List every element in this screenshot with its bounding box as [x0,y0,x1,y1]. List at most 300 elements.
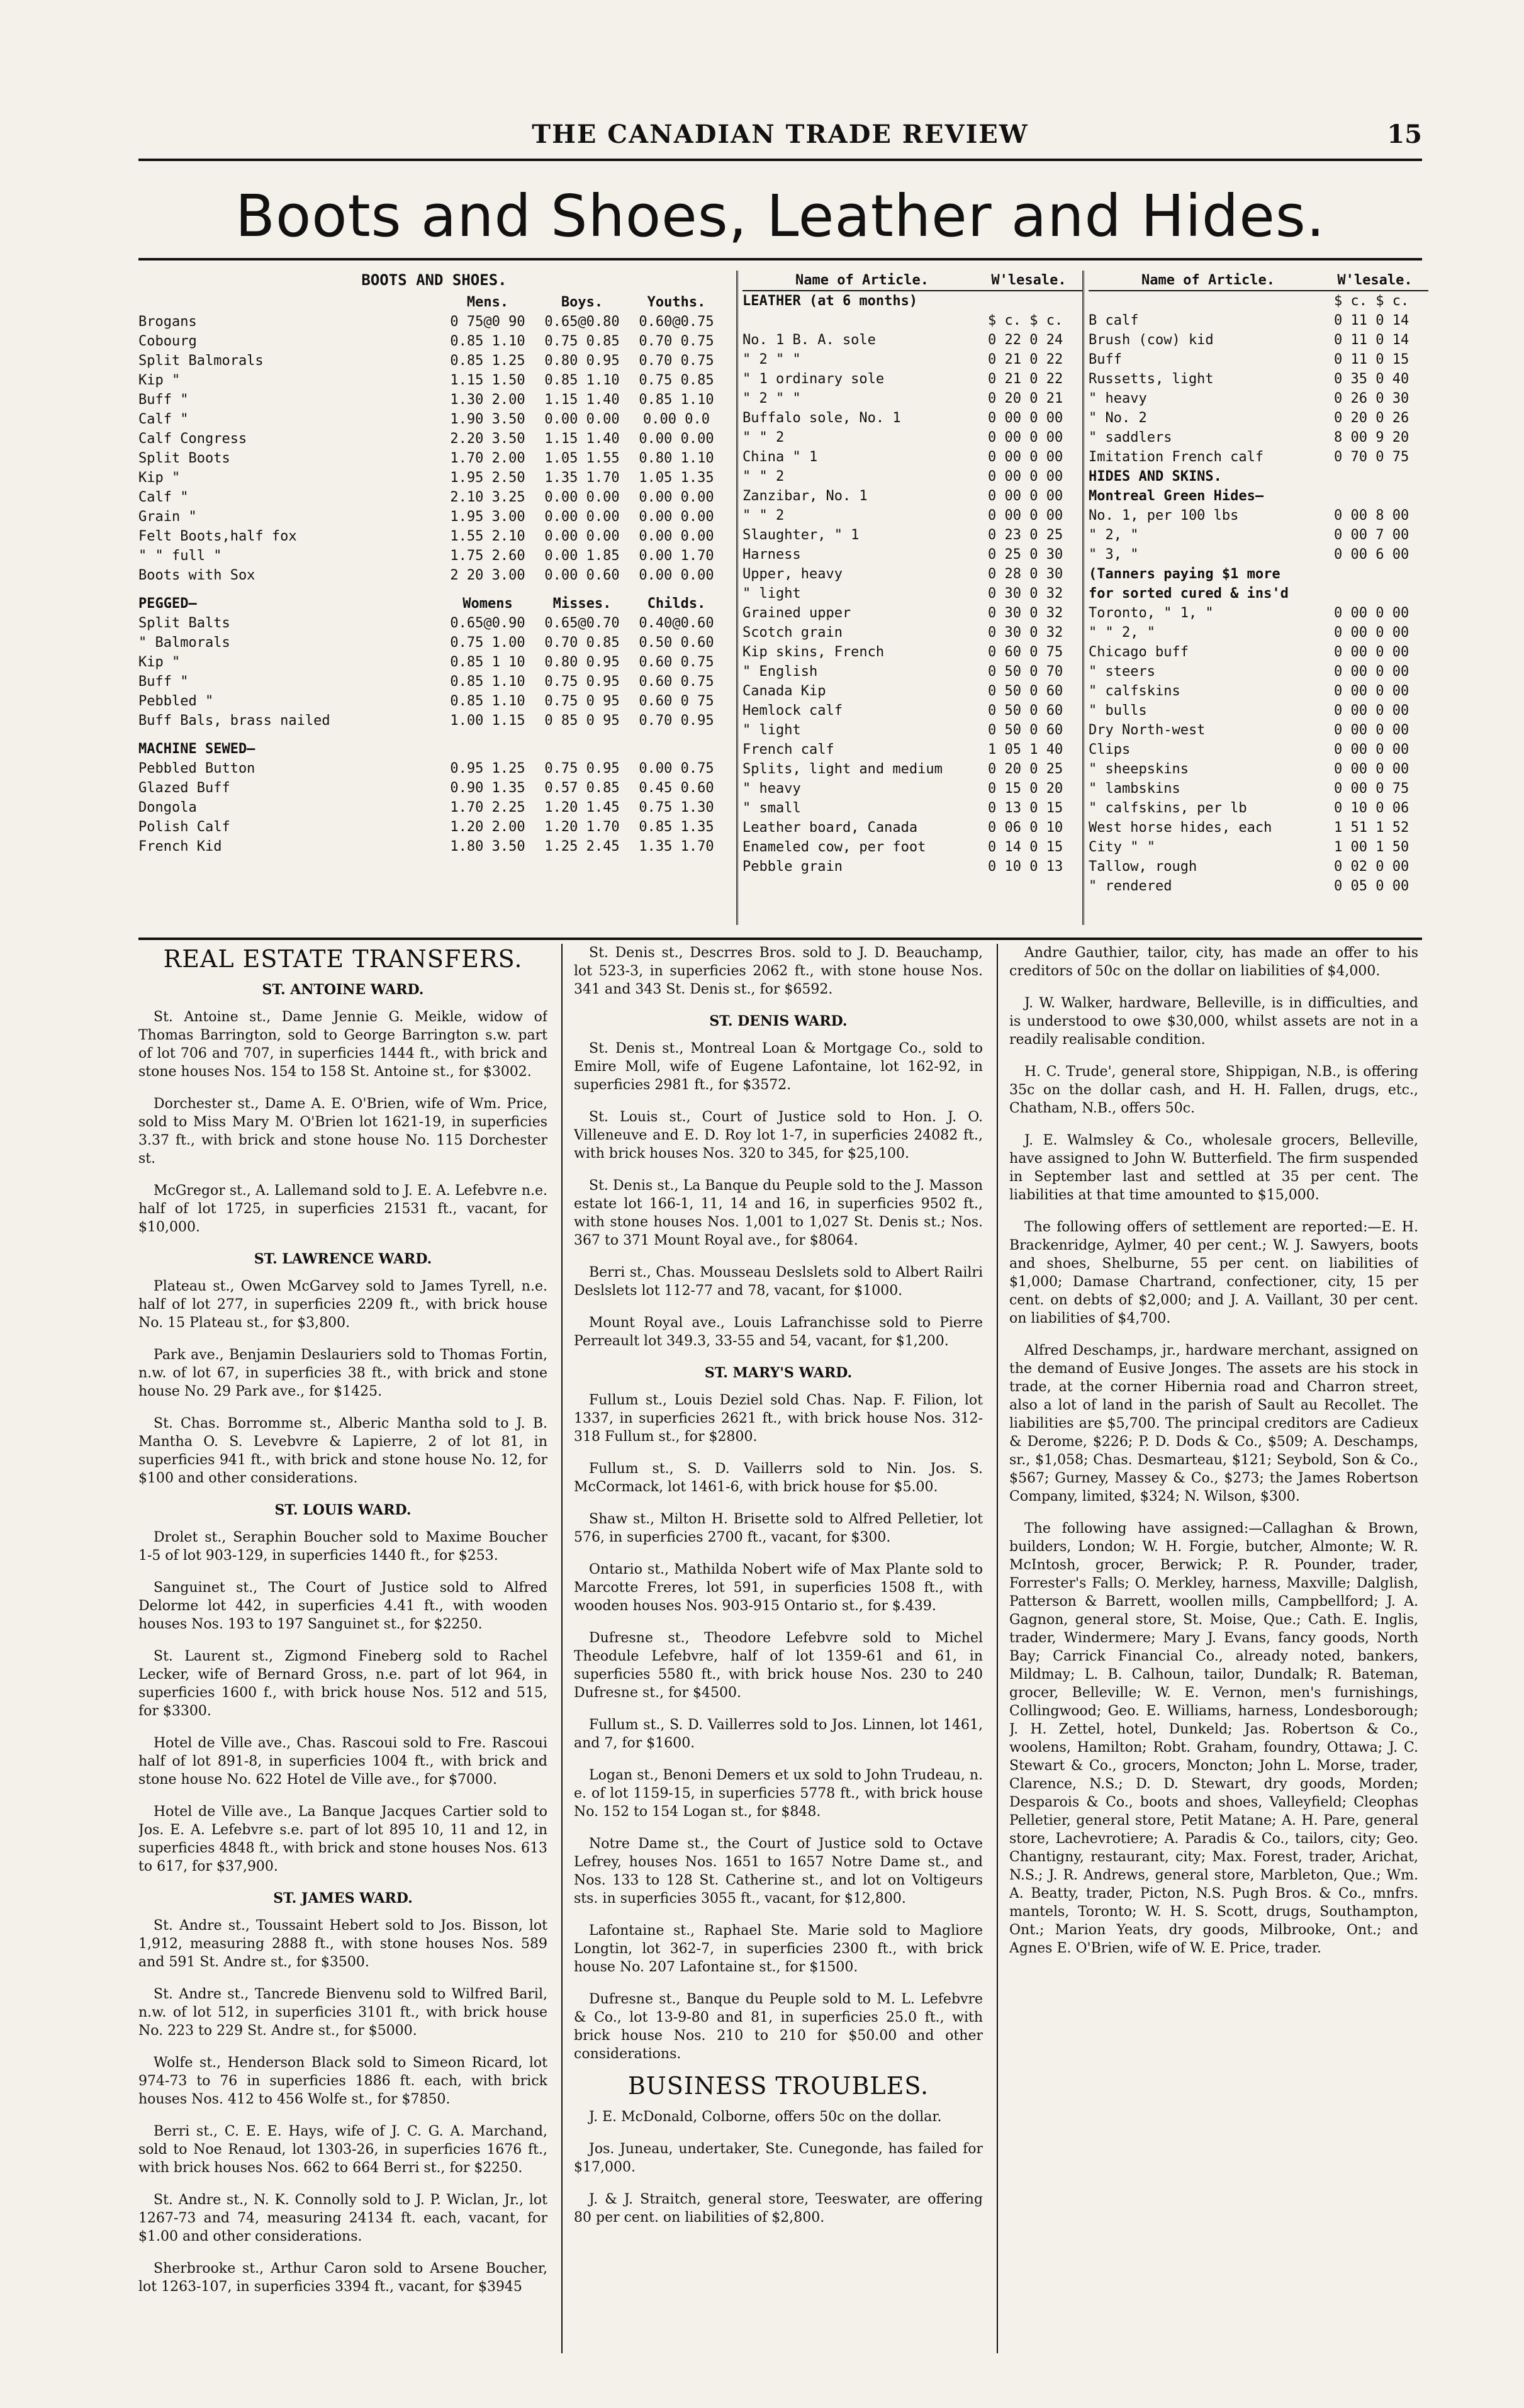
hides-row [1089,506,1428,525]
item-name: Calf Congress [138,431,247,447]
boots-caption: BOOTS AND SHOES. [361,271,507,289]
price-cell: 0.75 1.30 [639,800,714,815]
item-name: " rendered [1089,878,1172,894]
price-cell: 0 25 0 30 [988,547,1063,563]
column-troubles-continued [1009,944,1418,2353]
tables-bottom-rule [138,938,1422,940]
transfer-item: Fullum st., S. D. Vaillerrs sold to Nin. Jos. S. McCormack, lot 1461-6, with brick house for $5.00. [574,1461,983,1495]
item-name: Split Balts [138,615,230,631]
item-name: Pebble grain [742,859,843,875]
leather-row [742,525,1082,545]
price-cell: 0.00 0.00 [544,490,620,505]
transfer-item: Dufresne st., Theodore Lefebvre sold to Michel Theodule Lefebvre, half of lot 1359-61 and 61, in superficies 5580 ft., with brick house Nos. 230 to 240 Dufresne st., for $4500. [574,1630,983,1701]
item-name: " 2 " " [742,352,801,367]
price-cell: 1.35 1.70 [639,839,714,854]
hides-row [1089,389,1428,408]
transfer-item: Wolfe st., Henderson Black sold to Simeon Ricard, lot 974-73 to 76 in superficies 1886 ft. each, with brick houses Nos. 412 to 456 Wolfe st., for $7850. [138,2055,547,2107]
item-name: Glazed Buff [138,780,230,796]
price-cell: 0.00 1.70 [639,548,714,564]
ward-heading: ST. JAMES WARD. [273,1890,413,1907]
hides-row [1089,350,1428,369]
item-name: Harness [742,547,801,563]
hides-header [1089,271,1428,291]
item-name: Clips [1089,742,1131,758]
price-cell: 1.95 3.00 [450,509,525,525]
transfer-item: St. Louis st., Court of Justice sold to Hon. J. O. Villeneuve and E. D. Roy lot 1-7, in superficies 24082 ft., with brick houses Nos. 320 to 345, for $25,100. [574,1109,983,1162]
item-name: Imitation French calf [1089,449,1264,465]
item-name: " English [742,664,818,680]
transfer-item: Fullum st., S. D. Vaillerres sold to Jos. Linnen, lot 1461, and 7, for $1600. [574,1717,983,1751]
item-name: " " 2 [742,469,785,484]
leather-row [742,818,1082,837]
hides-row [1089,486,1428,506]
price-cell: 0.75 0.85 [639,372,714,388]
price-cell: 0.00 0.00 [544,412,620,427]
leather-row [742,584,1082,603]
leather-row [742,311,1082,330]
item-name: " 3, " [1089,547,1139,563]
hides-row [1089,428,1428,447]
item-name: Chicago buff [1089,644,1189,660]
item-name: Toronto, " 1, " [1089,605,1214,621]
item-name: " " 2, " [1089,625,1155,641]
ward-heading: ST. ANTOINE WARD. [262,982,424,998]
transfer-item: Sherbrooke st., Arthur Caron sold to Arsene Boucher, lot 1263-107, in superficies 3394 ft., vacant, for $3945 [138,2261,547,2295]
transfer-item: Dorchester st., Dame A. E. O'Brien, wife of Wm. Price, sold to Miss Mary M. O'Brien lot 1621-19, in superficies 3.37 ft., with brick and stone house No. 115 Dorchester st. [138,1096,547,1167]
leather-row [742,837,1082,857]
price-cell: 0.00 0.00 [639,568,714,583]
price-cell: 0.65@0.70 [544,615,620,631]
price-cell: 0.00 0.75 [639,761,714,776]
trouble-item: J. W. Walker, hardware, Belleville, is in difficulties, and is understood to owe $30,000, whilst assets are not in a readily realisable condition. [1009,995,1418,1048]
price-cell: 0.00 0.00 [639,509,714,525]
price-cell: 0 50 0 60 [988,703,1063,719]
item-name: French Kid [138,839,222,854]
pegged-header-row [138,594,730,613]
machine-header-row [138,739,730,759]
hides-row [1089,408,1428,428]
price-cell: 0 50 0 60 [988,683,1063,699]
price-cell: 1.80 3.50 [450,839,525,854]
item-name: for sorted cured & ins'd [1089,586,1289,602]
item-name: " 2 " " [742,391,801,406]
price-cell: 1.90 3.50 [450,412,525,427]
item-name: B calf [1089,313,1139,328]
leather-row [742,545,1082,564]
boots-row [138,566,730,585]
price-cell: 0.85 1.10 [544,372,620,388]
price-cell: 0 13 0 15 [988,800,1063,816]
transfer-item: St. Antoine st., Dame Jennie G. Meikle, widow of Thomas Barrington, sold to George Barrington s.w. part of lot 706 and 707, in superficies 1444 ft., with brick and stone houses Nos. 154 to 158 St. Antoine st., for $3002. [138,1009,547,1080]
transfer-item: Lafontaine st., Raphael Ste. Marie sold to Magliore Longtin, lot 362-7, in superficies 2300 ft., with brick house No. 207 Lafontaine st., for $1500. [574,1923,983,1975]
price-cell: 0 50 0 60 [988,722,1063,738]
item-name [742,311,982,330]
price-cell: 0.90 1.35 [450,780,525,796]
item-name: (Tanners paying $1 more [1089,566,1280,582]
boots-row [138,410,730,429]
price-cell: 0.00 0.00 [639,431,714,447]
price-cell: 1 51 1 52 [1334,820,1409,836]
transfer-item: Shaw st., Milton H. Brisette sold to Alfred Pelletier, lot 576, in superficies 2700 ft., vacant, for $300. [574,1511,983,1545]
price-cell: 0 10 0 06 [1334,800,1409,816]
running-head [138,120,1422,157]
price-cell: 0.00 0.60 [544,568,620,583]
hides-row [1089,876,1428,896]
hides-row [1089,818,1428,837]
transfer-item: St. Andre st., Tancrede Bienvenu sold to Wilfred Baril, n.w. of lot 512, in superficies 3101 ft., with brick house No. 223 to 229 St. Andre st., for $5000. [138,1986,547,2039]
item-name: China " 1 [742,449,818,465]
leather-row [742,389,1082,408]
trouble-item: The following offers of settlement are reported:—E. H. Brackenridge, Aylmer, 40 per cent.; W. J. Sawyers, boots and shoes, Shelburne, 55 per cent. on liabilities of $1,000; Damase Chartrand, confectioner, city, 15 per cent. on debts of $2,000; and J. A. Vaillant, 30 per cent. on liabilities of $4,700. [1009,1219,1418,1326]
price-cell: $ c. $ c. [1334,293,1409,309]
item-name: " light [742,722,801,738]
price-cell: 0.70 0.75 [639,333,714,349]
name-col-header: Name of Article. [795,272,929,288]
hides-row [1089,369,1428,389]
hides-row [1089,545,1428,564]
machine-row [138,798,730,817]
transfer-item: Hotel de Ville ave., Chas. Rascoui sold to Fre. Rascoui half of lot 891-8, in superficies 1004 ft., with brick and stone house No. 622 Hotel de Ville ave., for $7000. [138,1735,547,1788]
price-cell: 0 21 0 22 [988,352,1063,367]
price-cell: 0 15 0 20 [988,781,1063,797]
trouble-item: H. C. Trude', general store, Shippigan, N.B., is offering 35c on the dollar cash, and H. H. Fallen, drugs, etc., Chatham, N.B., offers 50c. [1009,1064,1418,1116]
item-name: " calfskins, per lb [1089,800,1247,816]
transfer-item: Fullum st., Louis Deziel sold Chas. Nap. F. Filion, lot 1337, in superficies 2621 ft., with brick house Nos. 312-318 Fullum st., for $2800. [574,1392,983,1445]
pegged-row [138,652,730,672]
price-cell: 0.85 1.10 [450,693,525,709]
price-cell: 0 20 0 21 [988,391,1063,406]
price-cell: 1.20 2.00 [450,819,525,835]
price-cell: 0 22 0 24 [988,332,1063,348]
item-name: Brogans [138,314,197,330]
leather-row [742,740,1082,759]
item-name: " lambskins [1089,781,1180,797]
price-cell: 0 00 0 75 [1334,781,1409,797]
price-cell: 0.00 0.0 [643,412,710,427]
price-cell: 0 30 0 32 [988,625,1063,641]
price-cell: 0 23 0 25 [988,527,1063,543]
item-name: West horse hides, each [1089,820,1272,836]
price-cell: 2.10 3.25 [450,490,525,505]
item-name: Kip " [138,372,181,388]
leather-row [742,662,1082,681]
hides-row [1089,857,1428,876]
item-name: Dry North-west [1089,722,1206,738]
price-cell: 0 00 0 00 [988,488,1063,504]
price-cell: 1.05 1.35 [639,470,714,486]
price-cell: 0 00 0 00 [988,430,1063,445]
real-estate-heading: REAL ESTATE TRANSFERS. [163,945,523,973]
boots-row [138,468,730,488]
item-name: Kip " [138,654,181,670]
hides-row [1089,681,1428,701]
leather-table [742,271,1082,876]
leather-row [742,447,1082,467]
boots-row [138,312,730,332]
boots-row [138,488,730,507]
top-rule [138,159,1422,161]
price-cell: 1.55 2.10 [450,529,525,544]
price-cell: 0 00 0 00 [1334,683,1409,699]
price-cell: 1 05 1 40 [988,742,1063,758]
trouble-item: Andre Gauthier, tailor, city, has made an offer to his creditors of 50c on the dollar on liabilities of $4,000. [1009,945,1418,979]
leather-row [742,779,1082,798]
pegged-row [138,692,730,711]
price-cell: 0.85 1.10 [450,674,525,690]
item-name: Calf " [138,490,189,505]
leather-row [742,720,1082,740]
transfer-item: Park ave., Benjamin Deslauriers sold to Thomas Fortin, n.w. of lot 67, in superficies 38 ft., with brick and stone house No. 29 Park ave., for $1425. [138,1347,547,1399]
price-cell: 1.05 1.55 [544,451,620,466]
pegged-row [138,672,730,692]
price-cell: 0.85 1.25 [450,353,525,369]
transfer-item: Ontario st., Mathilda Nobert wife of Max Plante sold to Marcotte Freres, lot 591, in superficies 1508 ft., with wooden houses Nos. 903-915 Ontario st., for $.439. [574,1562,983,1614]
column-rule [997,944,998,2353]
price-cell: 0 00 7 00 [1334,527,1409,543]
item-name: Dongola [138,800,197,815]
hides-row [1089,701,1428,720]
transfer-item: St. Andre st., N. K. Connolly sold to J. P. Wiclan, Jr., lot 1267-73 and 74, measuring 24134 ft. each, vacant, for $1.00 and other considerations. [138,2192,547,2244]
hides-row [1089,564,1428,584]
item-name: Hemlock calf [742,703,843,719]
hides-row [1089,837,1428,857]
boots-row [138,546,730,566]
price-cell: 0.75 0.85 [544,333,620,349]
price-cell: 0 00 0 00 [988,508,1063,524]
price-cell: 0.00 0.00 [639,529,714,544]
pegged-label: PEGGED— [138,596,197,612]
price-cell: 0.85 1.10 [639,392,714,408]
price-cell: 0.75 0.95 [544,674,620,690]
item-name: Buff " [138,392,189,408]
price-cell: 0.80 0.95 [544,353,620,369]
trouble-item: Alfred Deschamps, jr., hardware merchant, assigned on the demand of Eusive Jonges. The assets are his stock in trade, at the corner Hibernia road and Charron street, also a lot of land in the parish of Sault au Recollet. The liabilities are $5,700. The principal creditors are Cadieux & Derome, $226; P. D. Dods & Co., $509; A. Deschamps, sr., $1,058; Chas. Desmarteau, $121; Seybold, Son & Co., $567; Gurney, Massey & Co., $273; the James Robertson Company, limited, $324; N. Wilson, $300. [1009,1343,1418,1504]
item-name: Cobourg [138,333,197,349]
item-name: Enameled cow, per foot [742,839,926,855]
leather-row [742,369,1082,389]
price-cell: 0.00 0.00 [544,529,620,544]
machine-row [138,778,730,798]
item-name: " small [742,800,801,816]
price-cell: 0 02 0 00 [1334,859,1409,875]
transfer-item: St. Chas. Borromme st., Alberic Mantha sold to J. B. Mantha O. S. Levebvre & Lapierre, 2 of lot 81, in superficies 941 ft., with brick and stone house No. 12, for $100 and other considerations. [138,1416,547,1486]
price-cell: 0.85 1.35 [639,819,714,835]
leather-row [742,467,1082,486]
price-cell: 0 00 0 00 [1334,625,1409,641]
item-name: Split Balmorals [138,353,264,369]
publication-title: THE CANADIAN TRADE REVIEW [532,120,1029,149]
leather-row [742,759,1082,779]
hides-row [1089,798,1428,818]
price-cell: 8 00 9 20 [1334,430,1409,445]
leather-row [742,408,1082,428]
item-name: Upper, heavy [742,566,843,582]
hides-row [1089,330,1428,350]
col-header: Youths. [647,294,706,310]
item-name: LEATHER (at 6 months) [742,293,918,309]
price-cell [1328,486,1428,506]
item-name: Buff Bals, brass nailed [138,713,330,729]
hides-row [1089,584,1428,603]
item-name: " sheepskins [1089,761,1189,777]
leather-row [742,642,1082,662]
leather-header [742,271,1082,291]
price-cell: 0 00 0 00 [1334,644,1409,660]
price-cell: 1.15 1.50 [450,372,525,388]
trouble-item: J. & J. Straitch, general store, Teeswater, are offering 80 per cent. on liabilities of $2,800. [574,2192,983,2226]
leather-row [742,701,1082,720]
price-cell: 1.35 1.70 [544,470,620,486]
col-header: Boys. [561,294,603,310]
item-name: Buff " [138,674,189,690]
business-troubles-heading: BUSINESS TROUBLES. [627,2072,929,2100]
price-cell: 0 00 0 00 [988,469,1063,484]
transfer-item: McGregor st., A. Lallemand sold to J. E. A. Lefebvre n.e. half of lot 1725, in superficies 21531 ft., vacant, for $10,000. [138,1183,547,1235]
item-name: " Balmorals [138,635,230,651]
item-name: No. 1 B. A. sole [742,332,876,348]
transfer-item: Notre Dame st., the Court of Justice sold to Octave Lefrey, houses Nos. 1651 to 1657 Notre Dame st., and Nos. 133 to 128 St. Catherine st., and lot on Voltigeurs sts. in superficies 3055 ft., vacant, for $12,800. [574,1836,983,1907]
hides-row [1089,603,1428,623]
price-cell: 0.00 1.85 [544,548,620,564]
price-cell [1328,467,1428,486]
column-rule [561,944,563,2353]
hides-row [1089,623,1428,642]
item-name: Slaughter, " 1 [742,527,860,543]
hides-row [1089,291,1428,311]
leather-row [742,623,1082,642]
price-cell: 0.00 0.00 [544,509,620,525]
machine-row [138,837,730,856]
price-cell: 0 10 0 13 [988,859,1063,875]
text-columns [138,944,1422,2360]
item-name: Russetts, light [1089,371,1214,387]
price-cell: 0 00 0 00 [988,449,1063,465]
item-name: Calf " [138,412,189,427]
price-cell: 1.30 2.00 [450,392,525,408]
hides-row [1089,662,1428,681]
price-cell: 0 11 0 15 [1334,352,1409,367]
item-name: Tallow, rough [1089,859,1197,875]
price-cell [1328,584,1428,603]
trouble-item: Jos. Juneau, undertaker, Ste. Cunegonde, has failed for $17,000. [574,2141,983,2175]
transfer-item: St. Denis st., Descrres Bros. sold to J. D. Beauchamp, lot 523-3, in superficies 2062 ft., with stone house Nos. 341 and 343 St. Denis st., for $6592. [574,945,983,997]
item-name: " " full " [138,548,222,564]
price-cell: 0 06 0 10 [988,820,1063,836]
price-cell: 0.65@0.90 [450,615,525,631]
price-cell: 0 00 0 00 [1334,722,1409,738]
price-cell: 1.70 2.25 [450,800,525,815]
price-cell: 0 85 0 95 [544,713,620,729]
item-name: " saddlers [1089,430,1172,445]
item-name: Buff [1089,352,1122,367]
price-cell [982,291,1082,311]
item-name: Polish Calf [138,819,230,835]
hides-row [1089,779,1428,798]
price-cell: 0 00 8 00 [1334,508,1409,524]
transfer-item: Sanguinet st., The Court of Justice sold to Alfred Delorme lot 442, in superficies 4.41 ft., with wooden houses Nos. 193 to 197 Sanguinet st., for $2250. [138,1580,547,1632]
boots-row [138,449,730,468]
hides-row [1089,311,1428,330]
machine-row [138,759,730,778]
col-header: Childs. [647,596,706,612]
item-name [1089,291,1328,311]
price-cell: 0.50 0.60 [639,635,714,651]
table-divider [1082,271,1084,925]
hides-row [1089,720,1428,740]
item-name: No. 1, per 100 lbs [1089,508,1239,524]
leather-row [742,681,1082,701]
machine-label: MACHINE SEWED— [138,741,255,757]
machine-row [138,817,730,837]
price-cell: 1.20 1.45 [544,800,620,815]
ward-heading: ST. MARY'S WARD. [704,1365,853,1381]
hides-row [1089,467,1428,486]
item-name: Split Boots [138,451,230,466]
item-name: French calf [742,742,834,758]
hides-row [1089,642,1428,662]
price-cell: 0 05 0 00 [1334,878,1409,894]
price-cell: 0 70 0 75 [1334,449,1409,465]
pegged-row [138,711,730,731]
ward-heading: ST. LAWRENCE WARD. [254,1251,432,1267]
price-cell: 0 20 0 25 [988,761,1063,777]
price-cell: 0 00 0 00 [1334,742,1409,758]
trouble-item: The following have assigned:—Callaghan & Brown, builders, London; W. H. Forgie, butcher, Almonte; W. R. McIntosh, grocer, Berwick; P. R. Pounder, trader, Forrester's Falls; O. Merkley, harness, Maxville; Dalglish, Patterson & Barrett, woollen mills, Campbellford; J. A. Gagnon, general store, St. Moise, Que.; Cath. E. Inglis, trader, Windermere; Mary J. Evans, fancy goods, North Bay; Carrick Financial Co., already noted, bankers, Mildmay; L. B. Calhoun, tailor, Dundalk; R. Bateman, grocer, Belleville; W. E. Vernon, men's furnishings, Collingwood; Geo. E. Williams, harness, Londesborough; J. H. Zettel, hotel, Dunkeld; Jas. Robertson & Co., woolens, Hamilton; Robt. Graham, foundry, Ottawa; J. C. Stewart & Co., grocers, Moncton; John L. Morse, trader, Clarence, N.S.; D. D. Stewart, dry goods, Morden; Desparois & Co., boots and shoes, Valleyfield; Cleophas Pelletier, general store, Petit Matane; A. H. Pare, general store, Lachevrotiere; A. Paradis & Co., tailors, city; Geo. Chantigny, restaurant, city; Max. Forest, trader, Arichat, N.S.; J. R. Andrews, general store, Marbleton, Que.; Wm. A. Beatty, trader, Picton, N.S. Pugh Bros. & Co., mnfrs. mantels, Toronto; W. H. S. Scott, drugs, Southampton, Ont.; Marion Yeats, dry goods, Milbrooke, Ont.; and Agnes E. O'Brien, wife of W. E. Price, trader. [1009,1521,1418,1956]
transfer-item: St. Denis st., La Banque du Peuple sold to the J. Masson estate lot 166-1, 11, 14 and 16, in superficies 9502 ft., with stone houses Nos. 1,001 to 1,027 St. Denis st.; Nos. 367 to 371 Mount Royal ave., for $8064. [574,1178,983,1248]
ward-heading: ST. LOUIS WARD. [274,1502,412,1518]
pegged-row [138,613,730,633]
price-cell: 1.70 2.00 [450,451,525,466]
leather-row [742,564,1082,584]
boots-shoes-table [138,271,730,856]
trouble-item: J. E. McDonald, Colborne, offers 50c on the dollar. [589,2109,942,2125]
col-header: Mens. [466,294,509,310]
item-name: " 2, " [1089,527,1139,543]
boots-header-row [138,293,730,312]
item-name: " No. 2 [1089,410,1147,426]
item-name: Grain " [138,509,197,525]
transfer-item: Hotel de Ville ave., La Banque Jacques Cartier sold to Jos. E. A. Lefebvre s.e. part of lot 895 10, 11 and 12, in superficies 4848 ft., with brick and stone houses Nos. 613 to 617, for $37,900. [138,1804,547,1874]
boots-row [138,507,730,527]
price-cell: 0.95 1.25 [450,761,525,776]
hides-row [1089,759,1428,779]
price-cell: 0.85 1.10 [450,333,525,349]
leather-row [742,486,1082,506]
price-cell: 0.40@0.60 [639,615,714,631]
price-cell: 1.95 2.50 [450,470,525,486]
item-name: Splits, light and medium [742,761,943,777]
boots-row [138,429,730,449]
item-name: " calfskins [1089,683,1180,699]
price-cell: 1.20 1.70 [544,819,620,835]
price-col-header: W'lesale. [991,272,1067,288]
price-cell: 0 35 0 40 [1334,371,1409,387]
price-cell: 0 60 0 75 [988,644,1063,660]
price-cell: 0.60 0.75 [639,674,714,690]
item-name: " heavy [742,781,801,797]
item-name: City " " [1089,839,1155,855]
item-name: " " 2 [742,430,785,445]
item-name: Boots with Sox [138,568,255,583]
transfer-item: Dufresne st., Banque du Peuple sold to M. L. Lefebvre & Co., lot 13-9-80 and 81, in superficies 25.0 ft., with brick house Nos. 210 to 210 for $50.00 and other considerations. [574,1991,983,2062]
hides-table [1089,271,1428,896]
price-tables [138,271,1422,938]
transfer-item: St. Andre st., Toussaint Hebert sold to Jos. Bisson, lot 1,912, measuring 2888 ft., with stone houses Nos. 589 and 591 St. Andre st., for $3500. [138,1918,547,1970]
col-header: Misses. [552,596,612,612]
price-cell: 0.57 0.85 [544,780,620,796]
boots-row [138,332,730,351]
price-cell: 0.75 0.95 [544,761,620,776]
